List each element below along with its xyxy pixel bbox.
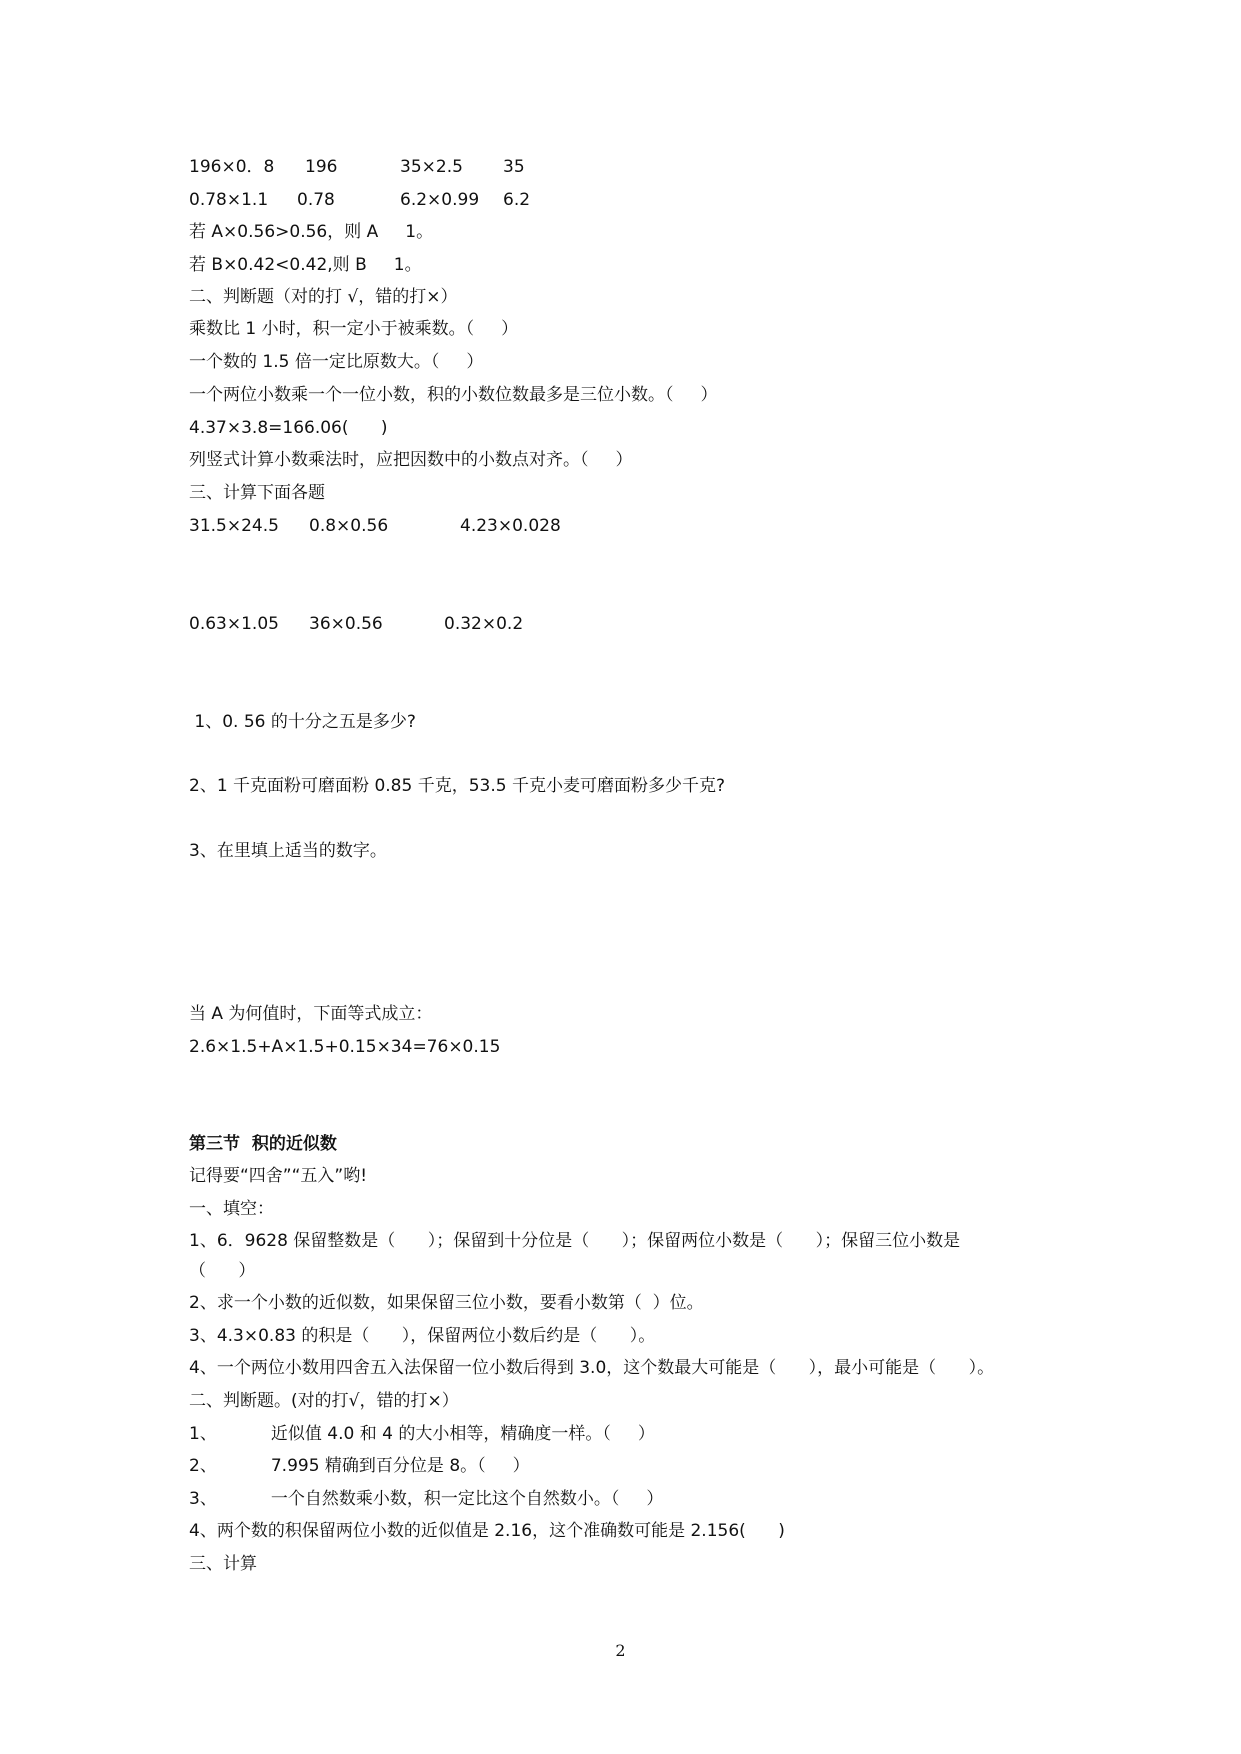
fill-item-2: 2、求一个小数的近似数，如果保留三位小数，要看小数第（ ）位。	[189, 1293, 704, 1313]
judge-item: 4.37×3.8=166.06( )	[189, 418, 388, 438]
calc-expr: 0.63×1.05	[189, 614, 279, 634]
calc-row-2	[189, 613, 524, 701]
judge-item: 一个两位小数乘一个一位小数，积的小数位数最多是三位小数。（ ）	[189, 385, 718, 405]
judge-heading-2: 二、判断题。(对的打√，错的打×）	[189, 1391, 459, 1411]
compare-expr: 196×0．8	[189, 157, 275, 177]
fill-item-3: 3、4.3×0.83 的积是（ ），保留两位小数后约是（ ）。	[189, 1326, 656, 1346]
calc-heading: 三、计算下面各题	[189, 483, 325, 503]
judge-item-2-1: 1、 近似值 4.0 和 4 的大小相等，精确度一样。（ ）	[189, 1424, 655, 1444]
judge-item: 一个数的 1.5 倍一定比原数大。（ ）	[189, 352, 484, 372]
compare-expr: 0.78×1.1	[189, 190, 269, 210]
compare-value: 196	[305, 157, 338, 177]
compare-row-4: 若 B×0.42<0.42,则 B 1。	[189, 255, 422, 275]
fill-heading: 一、填空：	[189, 1199, 274, 1219]
calc-expr: 36×0.56	[309, 614, 383, 634]
equation-question: 当 A 为何值时，下面等式成立：	[189, 1004, 433, 1024]
section-tip: 记得要“四舍”“五入”哟!	[189, 1166, 368, 1186]
judge-item-2-2: 2、 7.995 精确到百分位是 8。（ ）	[189, 1456, 530, 1476]
calc-expr: 31.5×24.5	[189, 516, 279, 536]
compare-expr: 6.2×0.99	[400, 190, 480, 210]
compare-row-3: 若 A×0.56>0.56，则 A 1。	[189, 222, 434, 242]
compare-value: 0.78	[297, 190, 335, 210]
judge-item: 列竖式计算小数乘法时，应把因数中的小数点对齐。（ ）	[189, 450, 633, 470]
compare-value: 35	[503, 157, 525, 177]
calc-expr: 4.23×0.028	[460, 516, 561, 536]
word-problem-3: 3、在里填上适当的数字。	[189, 841, 387, 861]
fill-item-1-cont: （ ）	[189, 1261, 256, 1281]
calc-expr: 0.32×0.2	[444, 614, 524, 634]
word-problem-1: 1、0. 56 的十分之五是多少?	[189, 712, 416, 732]
judge-heading: 二、判断题（对的打 √，错的打×）	[189, 287, 458, 307]
calc-heading-2: 三、计算	[189, 1554, 257, 1574]
section-title: 第三节 积的近似数	[189, 1134, 337, 1154]
page-number: 2	[615, 1641, 626, 1660]
calc-row-1	[189, 515, 561, 603]
compare-expr: 35×2.5	[400, 157, 463, 177]
calc-expr: 0.8×0.56	[309, 516, 389, 536]
judge-item-2-3: 3、 一个自然数乘小数，积一定比这个自然数小。（ ）	[189, 1489, 664, 1509]
equation: 2.6×1.5+A×1.5+0.15×34=76×0.15	[189, 1037, 501, 1057]
compare-value: 6.2	[503, 190, 531, 210]
fill-item-1: 1、6．9628 保留整数是（ ）；保留到十分位是（ ）；保留两位小数是（ ）；保留三位小数是	[189, 1231, 961, 1251]
judge-item-2-4: 4、两个数的积保留两位小数的近似值是 2.16，这个准确数可能是 2.156( )	[189, 1521, 785, 1541]
judge-item: 乘数比 1 小时，积一定小于被乘数。（ ）	[189, 319, 519, 339]
word-problem-2: 2、1 千克面粉可磨面粉 0.85 千克，53.5 千克小麦可磨面粉多少千克?	[189, 776, 725, 796]
fill-item-4: 4、一个两位小数用四舍五入法保留一位小数后得到 3.0，这个数最大可能是（ ），最小可能是（ ）。	[189, 1358, 995, 1378]
